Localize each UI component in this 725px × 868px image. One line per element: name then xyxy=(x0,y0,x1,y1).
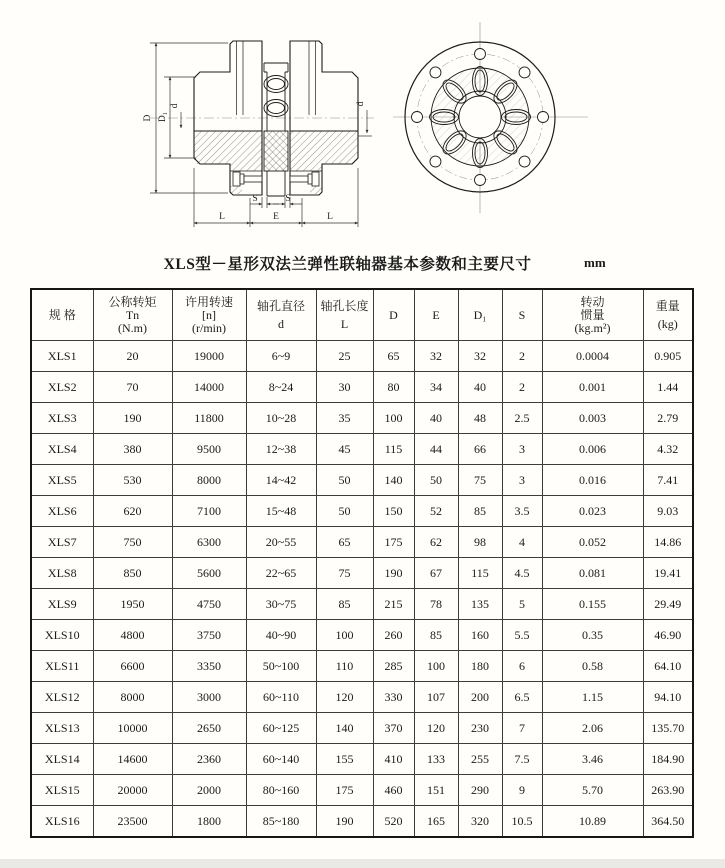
table-cell: 115 xyxy=(373,434,414,465)
table-cell: 46.90 xyxy=(643,620,693,651)
table-cell: 6.5 xyxy=(502,682,542,713)
table-cell: 285 xyxy=(373,651,414,682)
table-cell: 25 xyxy=(316,341,373,372)
spec-cell: XLS10 xyxy=(31,620,93,651)
table-cell: 8000 xyxy=(172,465,246,496)
table-cell: 215 xyxy=(373,589,414,620)
column-header: 规 格 xyxy=(31,289,93,341)
table-cell: 135.70 xyxy=(643,713,693,744)
table-cell: 135 xyxy=(458,589,502,620)
table-cell: 260 xyxy=(373,620,414,651)
table-cell: 370 xyxy=(373,713,414,744)
table-cell: 52 xyxy=(414,496,458,527)
table-cell: 133 xyxy=(414,744,458,775)
table-cell: 150 xyxy=(373,496,414,527)
table-cell: 66 xyxy=(458,434,502,465)
table-cell: 120 xyxy=(414,713,458,744)
table-cell: 14.86 xyxy=(643,527,693,558)
column-header: S xyxy=(502,289,542,341)
table-cell: 120 xyxy=(316,682,373,713)
table-cell: 140 xyxy=(316,713,373,744)
table-cell: 330 xyxy=(373,682,414,713)
table-cell: 32 xyxy=(414,341,458,372)
table-cell: 140 xyxy=(373,465,414,496)
table-cell: 3.46 xyxy=(542,744,643,775)
table-cell: 98 xyxy=(458,527,502,558)
table-cell: 0.905 xyxy=(643,341,693,372)
table-cell: 78 xyxy=(414,589,458,620)
front-view xyxy=(393,22,588,213)
table-cell: 620 xyxy=(93,496,172,527)
header-row xyxy=(31,289,693,341)
table-cell: 14~42 xyxy=(246,465,316,496)
table-cell: 4800 xyxy=(93,620,172,651)
table-cell: 62 xyxy=(414,527,458,558)
table-row xyxy=(31,744,693,775)
dim-label-E: E xyxy=(273,212,279,222)
table-cell: 850 xyxy=(93,558,172,589)
table-cell: 11800 xyxy=(172,403,246,434)
dim-label-D1: D₁ xyxy=(158,111,168,123)
table-cell: 9 xyxy=(502,775,542,806)
table-cell: 32 xyxy=(458,341,502,372)
table-cell: 45 xyxy=(316,434,373,465)
table-cell: 107 xyxy=(414,682,458,713)
table-cell: 85~180 xyxy=(246,806,316,838)
table-cell: 5 xyxy=(502,589,542,620)
table-cell: 175 xyxy=(316,775,373,806)
table-cell: 10.89 xyxy=(542,806,643,838)
table-cell: 530 xyxy=(93,465,172,496)
table-cell: 40~90 xyxy=(246,620,316,651)
table-cell: 100 xyxy=(316,620,373,651)
table-cell: 8~24 xyxy=(246,372,316,403)
dim-label-d-right: d xyxy=(356,101,366,107)
table-body xyxy=(31,341,693,838)
table-cell: 60~140 xyxy=(246,744,316,775)
dim-label-L-left: L xyxy=(219,212,225,222)
spec-cell: XLS9 xyxy=(31,589,93,620)
table-cell: 520 xyxy=(373,806,414,838)
table-cell: 70 xyxy=(93,372,172,403)
table-cell: 460 xyxy=(373,775,414,806)
table-cell: 0.0004 xyxy=(542,341,643,372)
table-cell: 175 xyxy=(373,527,414,558)
unit-label: mm xyxy=(584,255,606,270)
table-cell: 3350 xyxy=(172,651,246,682)
table-cell: 0.003 xyxy=(542,403,643,434)
table-cell: 67 xyxy=(414,558,458,589)
section-hatching xyxy=(194,131,358,194)
table-cell: 290 xyxy=(458,775,502,806)
table-cell: 100 xyxy=(414,651,458,682)
table-row xyxy=(31,372,693,403)
page-bottom-strip xyxy=(0,859,725,868)
table-cell: 5.70 xyxy=(542,775,643,806)
table-cell: 3 xyxy=(502,465,542,496)
table-cell: 2000 xyxy=(172,775,246,806)
table-cell: 29.49 xyxy=(643,589,693,620)
table-cell: 2 xyxy=(502,372,542,403)
table-cell: 85 xyxy=(458,496,502,527)
table-cell: 7100 xyxy=(172,496,246,527)
table-cell: 2650 xyxy=(172,713,246,744)
table-cell: 60~125 xyxy=(246,713,316,744)
spec-cell: XLS6 xyxy=(31,496,93,527)
table-cell: 380 xyxy=(93,434,172,465)
table-cell: 0.001 xyxy=(542,372,643,403)
spec-cell: XLS5 xyxy=(31,465,93,496)
table-cell: 0.58 xyxy=(542,651,643,682)
table-cell: 110 xyxy=(316,651,373,682)
table-cell: 4750 xyxy=(172,589,246,620)
table-cell: 6 xyxy=(502,651,542,682)
table-cell: 3.5 xyxy=(502,496,542,527)
column-header: 许用转速 [n] (r/min) xyxy=(172,289,246,341)
table-cell: 9.03 xyxy=(643,496,693,527)
spec-cell: XLS12 xyxy=(31,682,93,713)
column-header: D xyxy=(373,289,414,341)
dim-label-S-left: S xyxy=(252,194,258,204)
table-row xyxy=(31,434,693,465)
table-cell: 30~75 xyxy=(246,589,316,620)
table-cell: 65 xyxy=(316,527,373,558)
table-row xyxy=(31,775,693,806)
table-cell: 12~38 xyxy=(246,434,316,465)
table-cell: 320 xyxy=(458,806,502,838)
table-row xyxy=(31,496,693,527)
column-header: 公称转矩 Tn (N.m) xyxy=(93,289,172,341)
table-cell: 6600 xyxy=(93,651,172,682)
table-cell: 44 xyxy=(414,434,458,465)
table-cell: 6300 xyxy=(172,527,246,558)
table-cell: 115 xyxy=(458,558,502,589)
spec-cell: XLS7 xyxy=(31,527,93,558)
table-cell: 160 xyxy=(458,620,502,651)
table-cell: 184.90 xyxy=(643,744,693,775)
table-cell: 40 xyxy=(414,403,458,434)
coupling-drawing-svg xyxy=(0,0,725,248)
table-cell: 85 xyxy=(414,620,458,651)
table-cell: 3750 xyxy=(172,620,246,651)
table-cell: 2.5 xyxy=(502,403,542,434)
spec-cell: XLS14 xyxy=(31,744,93,775)
table-cell: 3000 xyxy=(172,682,246,713)
table-cell: 190 xyxy=(316,806,373,838)
column-header: E xyxy=(414,289,458,341)
table-cell: 0.155 xyxy=(542,589,643,620)
table-cell: 65 xyxy=(373,341,414,372)
table-cell: 2360 xyxy=(172,744,246,775)
elastic-spider xyxy=(264,63,288,196)
table-cell: 7.5 xyxy=(502,744,542,775)
table-cell: 10000 xyxy=(93,713,172,744)
table-cell: 10.5 xyxy=(502,806,542,838)
table-cell: 19.41 xyxy=(643,558,693,589)
table-cell: 64.10 xyxy=(643,651,693,682)
table-cell: 22~65 xyxy=(246,558,316,589)
spec-cell: XLS3 xyxy=(31,403,93,434)
table-cell: 50~100 xyxy=(246,651,316,682)
table-row xyxy=(31,527,693,558)
table-cell: 100 xyxy=(373,403,414,434)
table-cell: 85 xyxy=(316,589,373,620)
table-cell: 94.10 xyxy=(643,682,693,713)
table-cell: 15~48 xyxy=(246,496,316,527)
table-cell: 20 xyxy=(93,341,172,372)
table-cell: 1950 xyxy=(93,589,172,620)
table-cell: 6~9 xyxy=(246,341,316,372)
table-cell: 20000 xyxy=(93,775,172,806)
table-cell: 364.50 xyxy=(643,806,693,838)
table-cell: 750 xyxy=(93,527,172,558)
table-cell: 0.016 xyxy=(542,465,643,496)
table-cell: 35 xyxy=(316,403,373,434)
table-cell: 8000 xyxy=(93,682,172,713)
column-header: 转动 惯量 (kg.m²) xyxy=(542,289,643,341)
spec-cell: XLS15 xyxy=(31,775,93,806)
spec-cell: XLS8 xyxy=(31,558,93,589)
side-view xyxy=(143,41,374,227)
table-cell: 2 xyxy=(502,341,542,372)
table-cell: 410 xyxy=(373,744,414,775)
table-cell: 75 xyxy=(316,558,373,589)
table-cell: 23500 xyxy=(93,806,172,838)
table-cell: 1800 xyxy=(172,806,246,838)
spec-cell: XLS1 xyxy=(31,341,93,372)
table-cell: 50 xyxy=(316,496,373,527)
table-cell: 2.79 xyxy=(643,403,693,434)
dim-label-d-left: d xyxy=(170,103,180,109)
table-row xyxy=(31,620,693,651)
spec-cell: XLS13 xyxy=(31,713,93,744)
table-row xyxy=(31,341,693,372)
column-header: D₁ xyxy=(458,289,502,341)
table-cell: 5600 xyxy=(172,558,246,589)
flange-bolts xyxy=(233,172,319,186)
table-cell: 10~28 xyxy=(246,403,316,434)
table-row xyxy=(31,651,693,682)
table-cell: 5.5 xyxy=(502,620,542,651)
table-cell: 155 xyxy=(316,744,373,775)
table-cell: 0.023 xyxy=(542,496,643,527)
table-cell: 200 xyxy=(458,682,502,713)
table-cell: 255 xyxy=(458,744,502,775)
table-row xyxy=(31,465,693,496)
table-cell: 7 xyxy=(502,713,542,744)
table-cell: 180 xyxy=(458,651,502,682)
table-cell: 1.15 xyxy=(542,682,643,713)
table-cell: 0.052 xyxy=(542,527,643,558)
table-cell: 19000 xyxy=(172,341,246,372)
table-cell: 30 xyxy=(316,372,373,403)
table-cell: 3 xyxy=(502,434,542,465)
table-cell: 0.006 xyxy=(542,434,643,465)
table-cell: 190 xyxy=(373,558,414,589)
parameters-table xyxy=(30,288,694,838)
spec-cell: XLS4 xyxy=(31,434,93,465)
table-cell: 263.90 xyxy=(643,775,693,806)
spec-cell: XLS16 xyxy=(31,806,93,838)
table-cell: 0.35 xyxy=(542,620,643,651)
table-cell: 7.41 xyxy=(643,465,693,496)
page-title: XLS型－星形双法兰弹性联轴器基本参数和主要尺寸 xyxy=(163,256,532,273)
table-cell: 4 xyxy=(502,527,542,558)
table-cell: 190 xyxy=(93,403,172,434)
table-cell: 9500 xyxy=(172,434,246,465)
table-cell: 14000 xyxy=(172,372,246,403)
table-row xyxy=(31,806,693,838)
table-cell: 14600 xyxy=(93,744,172,775)
spec-cell: XLS2 xyxy=(31,372,93,403)
table-cell: 151 xyxy=(414,775,458,806)
table-cell: 48 xyxy=(458,403,502,434)
table-cell: 80~160 xyxy=(246,775,316,806)
table-cell: 60~110 xyxy=(246,682,316,713)
table-cell: 0.081 xyxy=(542,558,643,589)
table-cell: 80 xyxy=(373,372,414,403)
table-cell: 1.44 xyxy=(643,372,693,403)
table-row xyxy=(31,713,693,744)
table-cell: 4.32 xyxy=(643,434,693,465)
spec-cell: XLS11 xyxy=(31,651,93,682)
column-header: 轴孔长度 L xyxy=(316,289,373,341)
dim-label-L-right: L xyxy=(327,212,333,222)
table-cell: 50 xyxy=(316,465,373,496)
table-cell: 40 xyxy=(458,372,502,403)
table-cell: 50 xyxy=(414,465,458,496)
table-cell: 165 xyxy=(414,806,458,838)
table-row xyxy=(31,682,693,713)
table-row xyxy=(31,403,693,434)
technical-drawing xyxy=(0,0,725,248)
table-row xyxy=(31,589,693,620)
table-cell: 75 xyxy=(458,465,502,496)
table-row xyxy=(31,558,693,589)
table-cell: 34 xyxy=(414,372,458,403)
dim-label-S-right: S xyxy=(285,194,291,204)
table-cell: 20~55 xyxy=(246,527,316,558)
table-cell: 2.06 xyxy=(542,713,643,744)
column-header: 轴孔直径 d xyxy=(246,289,316,341)
table-cell: 4.5 xyxy=(502,558,542,589)
dim-label-D: D xyxy=(143,114,153,122)
column-header: 重量 (kg) xyxy=(643,289,693,341)
table-cell: 230 xyxy=(458,713,502,744)
